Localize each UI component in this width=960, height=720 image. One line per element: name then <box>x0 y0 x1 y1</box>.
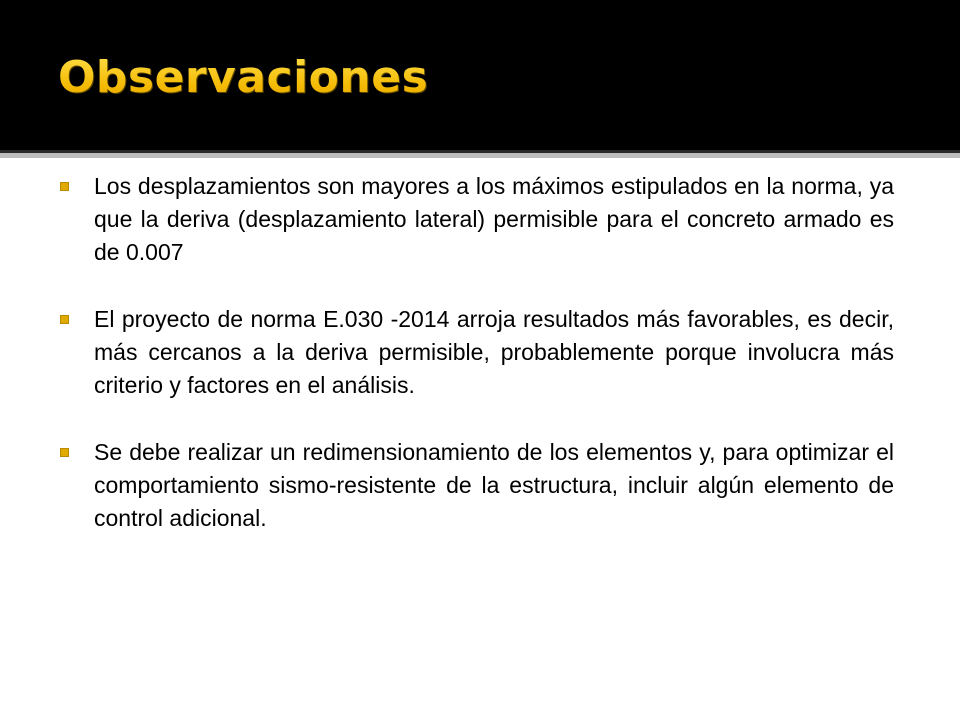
square-bullet-icon <box>60 182 69 191</box>
slide-title: Observaciones <box>58 52 429 103</box>
bullet-list <box>58 170 894 569</box>
bullet-text: Se debe realizar un redimensionamiento de los elementos y, para optimizar el comportamiento sismo-resistente de la estructura, incluir algún elemento de control adicional. <box>94 439 894 531</box>
square-bullet-icon <box>60 448 69 457</box>
bullet-item <box>58 170 894 269</box>
title-bar <box>0 0 960 150</box>
bullet-item <box>58 436 894 535</box>
title-divider-light <box>0 153 960 158</box>
bullet-item <box>58 303 894 402</box>
bullet-text: Los desplazamientos son mayores a los máximos estipulados en la norma, ya que la deriva (desplazamiento lateral) permisible para el concreto armado es de 0.007 <box>94 173 894 265</box>
square-bullet-icon <box>60 315 69 324</box>
bullet-text: El proyecto de norma E.030 -2014 arroja resultados más favorables, es decir, más cercanos a la deriva permisible, probablemente porque involucra más criterio y factores en el análisis. <box>94 306 894 398</box>
